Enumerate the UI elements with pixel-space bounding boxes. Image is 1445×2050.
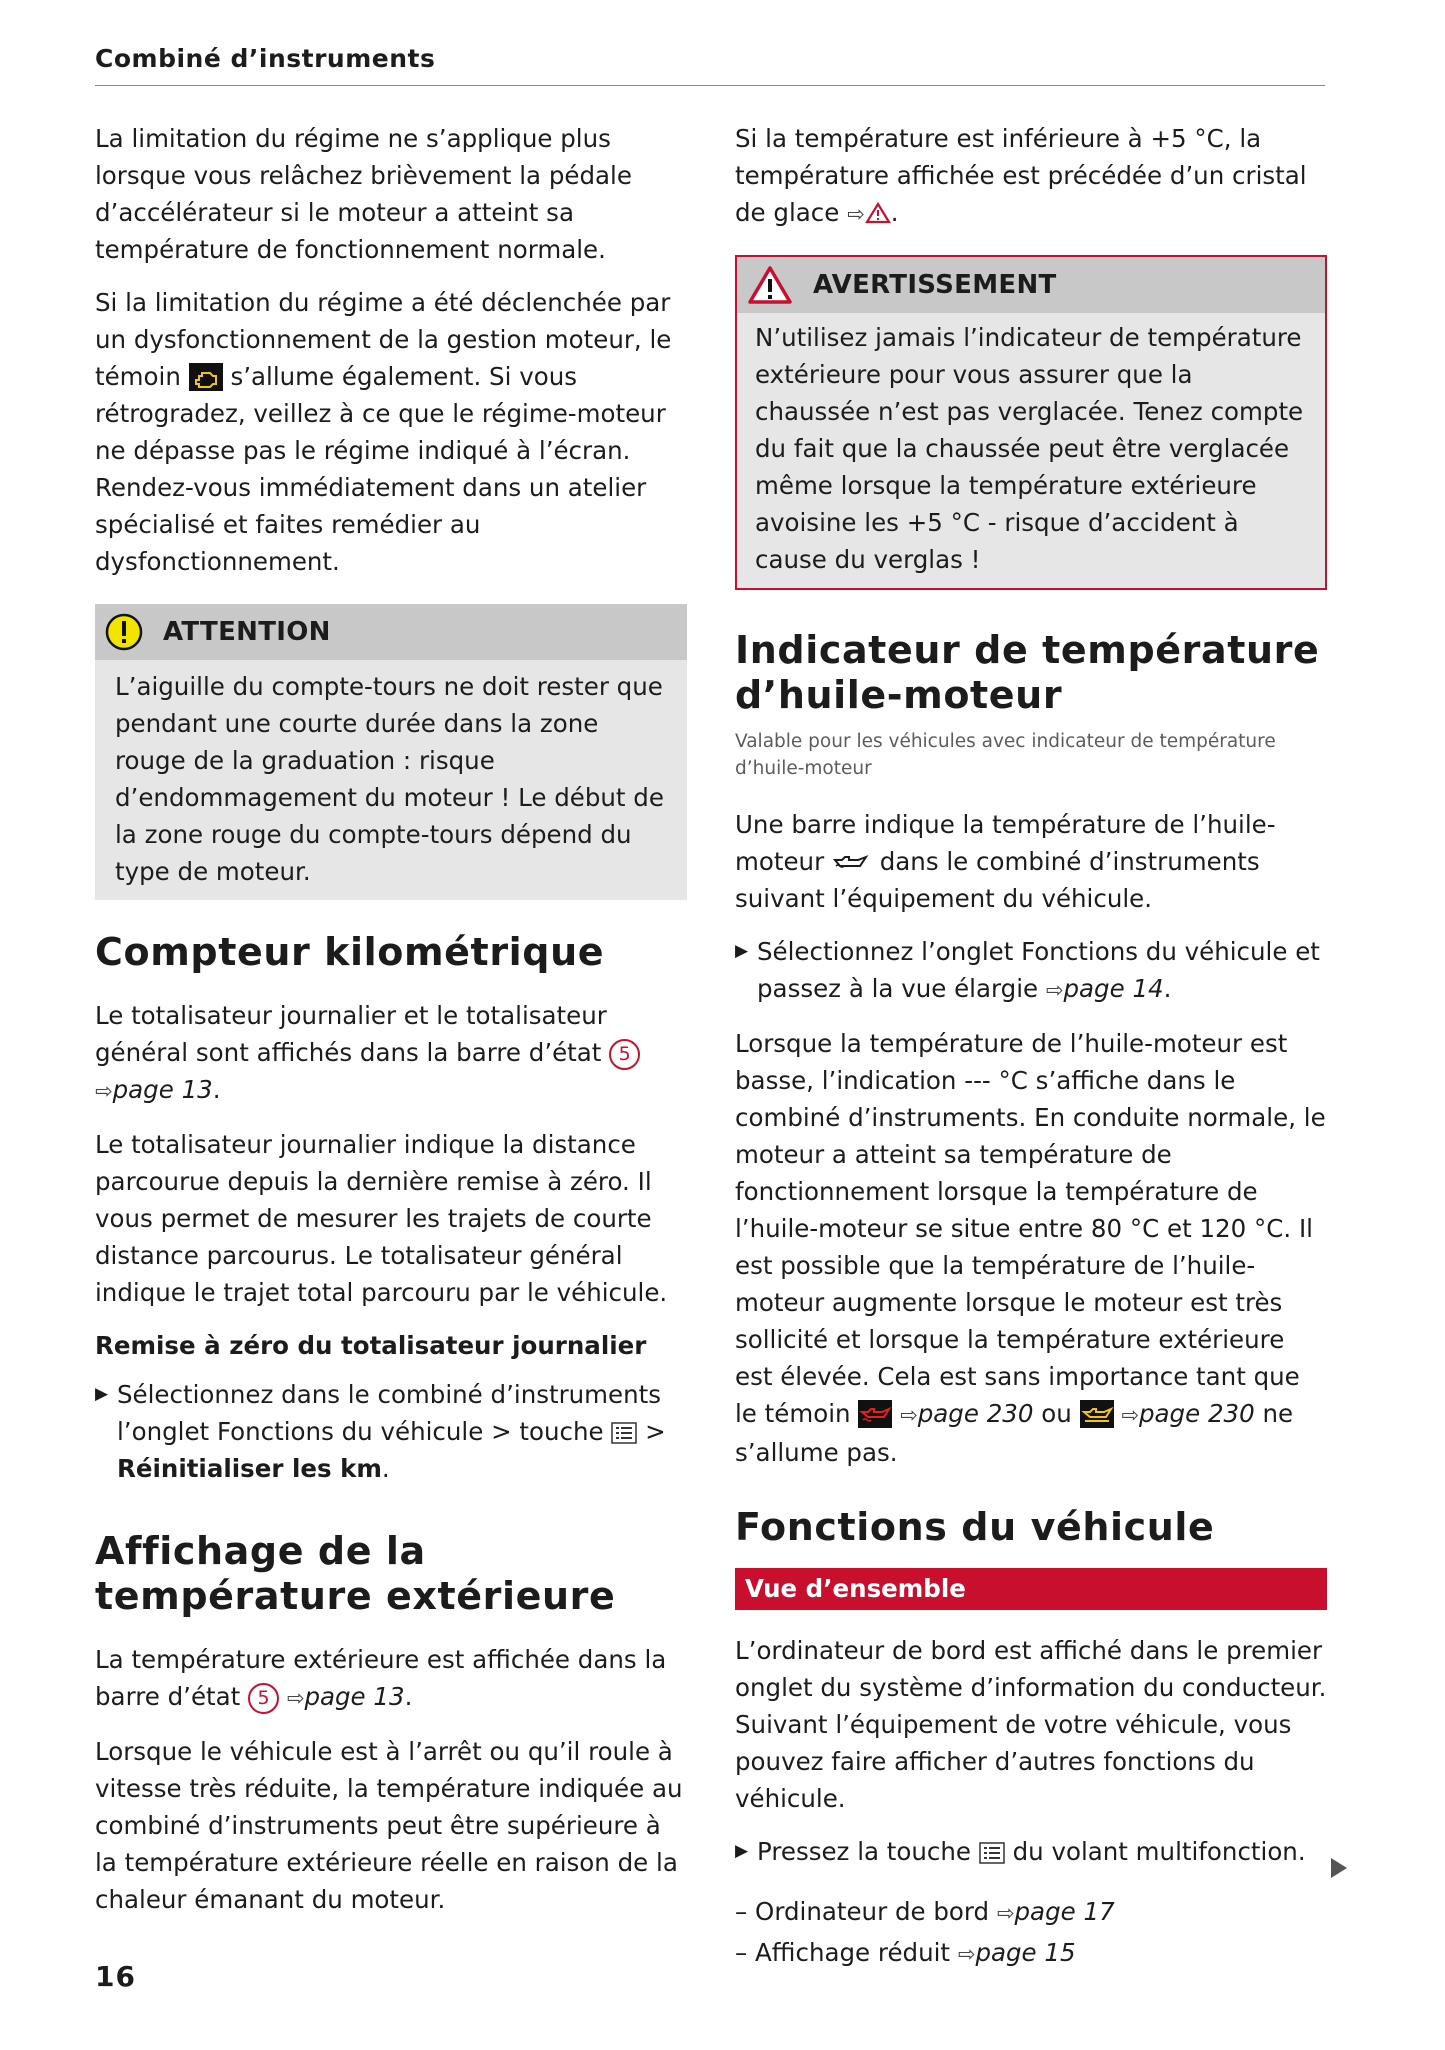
paragraph-rpm-limit: La limitation du régime ne s’applique plus lorsque vous relâchez brièvement la pédale d’accélérateur si le moteur a atteint sa température de fonctionnement normale. <box>95 124 632 264</box>
right-column <box>735 120 1327 1974</box>
arrow-icon: ⇨ <box>286 1686 305 1710</box>
warning-title: AVERTISSEMENT <box>813 270 1057 300</box>
page-reference[interactable]: page 17 <box>1014 1897 1115 1926</box>
circled-number-icon: 5 <box>609 1039 640 1070</box>
arrow-icon: ⇨ <box>1045 978 1064 1002</box>
circled-number-icon: 5 <box>248 1683 279 1714</box>
bullet-triangle-icon: ▶ <box>735 941 749 961</box>
engine-telltale-icon <box>189 363 223 391</box>
list-item: – Affichage réduit ⇨page 15 <box>735 1938 1076 1967</box>
subheading-reset-trip: Remise à zéro du totalisateur journalier <box>95 1331 647 1360</box>
arrow-icon: ⇨ <box>95 1079 113 1103</box>
paragraph-oil-temperature-range: Lorsque la température de l’huile-moteur est basse, l’indication --- °C s’affiche dans le combiné d’instruments. En conduite normale, le moteur a atteint sa température de fonctionnement lorsque la température de l’huile-moteur se situe entre 80 °C et 120 °C. Il est possible que la température de l’huile-moteur augmente lorsque le moteur est très sollicité et lorsque la température extérieure est élevée. Cela est sans importance tant que le témoin ⇨page 230 ou ⇨page 230 ne s’allume pas. <box>735 1029 1326 1467</box>
attention-title: ATTENTION <box>163 617 331 647</box>
warning-triangle-icon <box>865 202 891 224</box>
arrow-icon: ⇨ <box>957 1942 976 1966</box>
menu-button-icon <box>611 1422 637 1444</box>
running-header: Combiné d’instruments <box>95 44 436 73</box>
paragraph-trip-odometer: Le totalisateur journalier indique la distance parcourue depuis la dernière remise à zéro. Il vous permet de mesurer les trajets de courte distance parcourus. Le totalisateur général indique le trajet total parcouru par le véhicule. <box>95 1130 668 1307</box>
functions-list <box>735 1892 1327 1974</box>
list-item: – Ordinateur de bord ⇨page 17 <box>735 1897 1115 1926</box>
paragraph-outside-temp-accuracy: Lorsque le véhicule est à l’arrêt ou qu’il roule à vitesse très réduite, la température indiquée au combiné d’instruments peut être supérieure à la température extérieure réelle en raison de la chaleur émanant du moteur. <box>95 1737 683 1914</box>
attention-text: L’aiguille du compte-tours ne doit rester que pendant une courte durée dans la zone rouge de la graduation : risque d’endommagement du moteur ! Le début de la zone rouge du compte-tours dépend du type de moteur. <box>115 672 664 886</box>
bullet-select-tab: ▶ Sélectionnez l’onglet Fonctions du véhicule et passez à la vue élargie ⇨page 14. <box>735 933 1327 1009</box>
page-reference[interactable]: page 230 <box>1138 1399 1255 1428</box>
paragraph-odometer-display: Le totalisateur journalier et le totalisateur général sont affichés dans la barre d’état 5 ⇨page 13. <box>95 997 687 1110</box>
paragraph-outside-temp-display: La température extérieure est affichée dans la barre d’état 5 ⇨page 13. <box>95 1641 687 1717</box>
attention-icon <box>105 613 143 651</box>
warning-header <box>737 257 1325 313</box>
warning-box <box>735 255 1327 590</box>
page-reference[interactable]: page 230 <box>917 1399 1034 1428</box>
paragraph-onboard-computer: L’ordinateur de bord est affiché dans le premier onglet du système d’information du conducteur. Suivant l’équipement de votre véhicule, vous pouvez faire afficher d’autres fonctions du véhicule. <box>735 1636 1327 1813</box>
warning-triangle-icon <box>747 265 793 305</box>
heading-vehicle-functions: Fonctions du véhicule <box>735 1505 1215 1549</box>
oil-telltale-red-icon <box>858 1400 892 1428</box>
left-column <box>95 120 687 1934</box>
page-reference[interactable]: page 15 <box>975 1938 1076 1967</box>
heading-oil-temperature: Indicateur de température d’huile-moteur <box>735 628 1320 717</box>
page-number: 16 <box>95 1960 136 1993</box>
oil-temperature-icon <box>832 852 872 872</box>
arrow-icon: ⇨ <box>996 1901 1015 1925</box>
page-reference[interactable]: page 13 <box>112 1075 213 1104</box>
arrow-icon: ⇨ <box>847 202 865 226</box>
page-reference[interactable]: page 14 <box>1063 974 1164 1003</box>
section-bar-overview: Vue d’ensemble <box>735 1568 1327 1610</box>
attention-header <box>95 604 687 660</box>
page-reference[interactable]: page 13 <box>304 1682 405 1711</box>
heading-odometer: Compteur kilométrique <box>95 930 605 974</box>
heading-outside-temperature: Affichage de la température extérieure <box>95 1529 616 1618</box>
arrow-icon: ⇨ <box>1121 1403 1139 1427</box>
arrow-icon: ⇨ <box>900 1403 918 1427</box>
warning-text: N’utilisez jamais l’indicateur de température extérieure pour vous assurer que la chaussée n’est pas verglacée. Tenez compte du fait que la chaussée peut être verglacée même lorsque la température extérieure avoisine les +5 °C - risque d’accident à cause du verglas ! <box>755 323 1304 574</box>
next-page-icon[interactable] <box>1330 1857 1348 1879</box>
paragraph-ice-crystal: Si la température est inférieure à +5 °C, la température affichée est précédée d’un cristal de glace ⇨ . <box>735 124 1307 227</box>
attention-box <box>95 604 687 900</box>
bullet-press-button: ▶ Pressez la touche du volant multifonction. <box>735 1833 1327 1870</box>
paragraph-oil-bar: Une barre indique la température de l’huile-moteur dans le combiné d’instruments suivant l’équipement du véhicule. <box>735 810 1276 913</box>
oil-telltale-yellow-icon <box>1080 1400 1114 1428</box>
header-rule <box>95 85 1325 86</box>
applicability-note: Valable pour les véhicules avec indicateur de température d’huile-moteur <box>735 731 1276 779</box>
bullet-reset-trip: ▶ Sélectionnez dans le combiné d’instruments l’onglet Fonctions du véhicule > touche > Réinitialiser les km. <box>95 1376 687 1487</box>
menu-button-icon <box>979 1842 1005 1864</box>
bullet-triangle-icon: ▶ <box>735 1841 749 1861</box>
bullet-triangle-icon: ▶ <box>95 1384 109 1404</box>
paragraph-engine-fault: Si la limitation du régime a été déclenchée par un dysfonctionnement de la gestion moteur, le témoin s’allume également. Si vous rétrogradez, veillez à ce que le régime-moteur ne dépasse pas le régime indiqué à l’écran. Rendez-vous immédiatement dans un atelier spécialisé et faites remédier au dysfonctionnement. <box>95 288 672 576</box>
